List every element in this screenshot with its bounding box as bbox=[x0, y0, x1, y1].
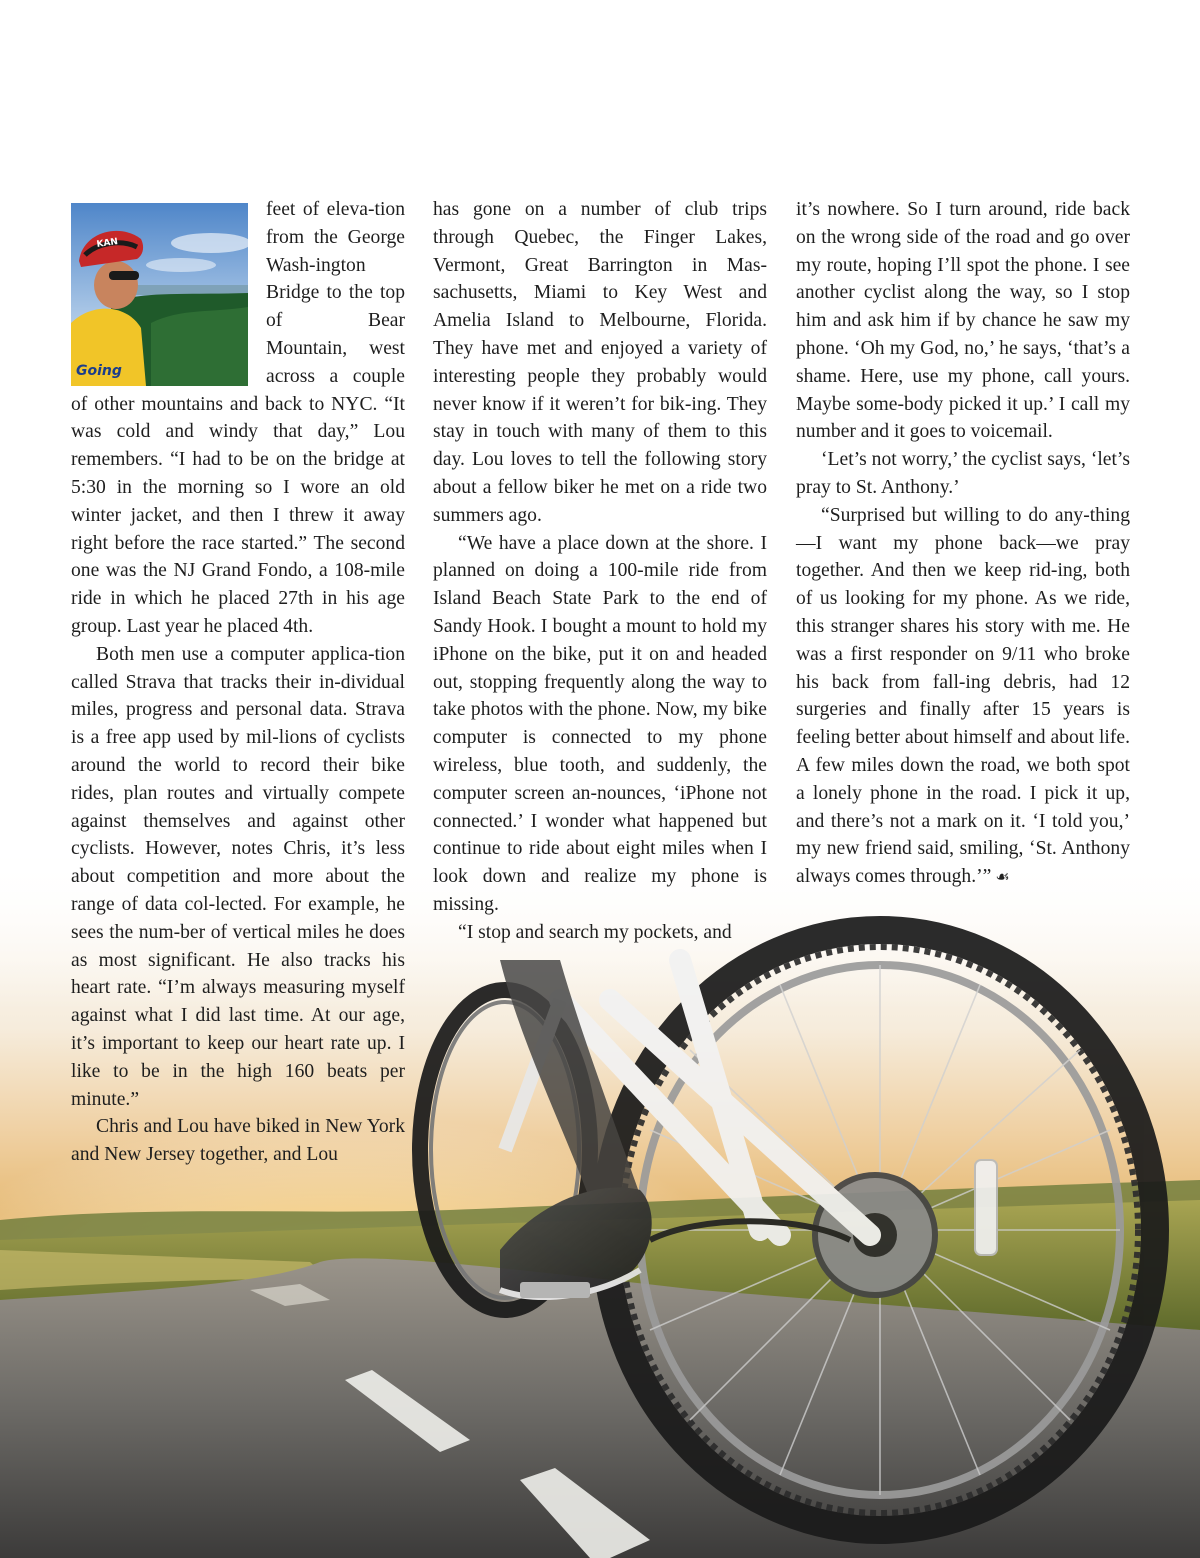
col3-paragraph-3 bbox=[796, 502, 1130, 891]
cyclist-portrait-photo bbox=[71, 203, 248, 386]
article-column-3 bbox=[796, 196, 1130, 891]
article-column-2 bbox=[433, 196, 767, 947]
col3-paragraph-3-text: “Surprised but willing to do any-thing—I want my phone back—we pray together. And then we keep rid-ing, both of us looking for my phone. As we ride, this stranger shares his story with me. He was a first responder on 9/11 who broke his back from fall-ing debris, had 12 surgeries and finally after 15 years is feeling better about himself and about life. A few miles down the road, we both spot a lonely phone in the road. I pick it up, and there’s not a mark on it. ‘I told you,’ my new friend said, smiling, ‘St. Anthony always comes through.’” bbox=[796, 504, 1130, 888]
col2-paragraph-2: “We have a place down at the shore. I planned on doing a 100-mile ride from Island Beach State Park to the end of Sandy Hook. I bought a mount to hold my iPhone on the bike, put it on and headed out, stopping frequently along the way to take photos with the phone. Now, my bike computer is connected to my phone wireless, blue tooth, and suddenly, the computer screen an-nounces, ‘iPhone not connected.’ I wonder what happened but continue to ride about eight miles when I look down and realize my phone is missing. bbox=[433, 532, 767, 915]
col2-paragraph-3: “I stop and search my pockets, and bbox=[458, 921, 732, 943]
end-of-article-icon: ☙ bbox=[995, 867, 1010, 887]
col1-paragraph-2: Both men use a computer applica-tion called Strava that tracks their in-dividual miles, progress and personal data. Strava is a free app used by mil-lions of cyclists around the world to record their bike rides, plan routes and virtually compete against themselves and against other cyclists. However, notes Chris, it’s less about competition and more about the range of data col-lected. For example, he sees the num-ber of vertical miles he does as most significant. He also tracks his heart rate. “I’m always measuring myself against what I did last time. At our age, it’s important to keep our heart rate up. I like to be in the high 160 beats per minute.” bbox=[71, 643, 405, 1110]
col3-paragraph-2: ‘Let’s not worry,’ the cyclist says, ‘let’s pray to St. Anthony.’ bbox=[796, 449, 1130, 498]
helmet-brand-text: KAN bbox=[96, 237, 119, 250]
article-column-1 bbox=[71, 196, 405, 1169]
jersey-text: Going bbox=[76, 363, 122, 379]
col1-paragraph-3: Chris and Lou have biked in New York and New Jersey together, and Lou bbox=[71, 1116, 405, 1166]
col1-paragraph-1: feet of eleva-tion from the George Wash-ington Bridge to the top of Bear Mountain, west across a couple of other mountains and back to NYC. “It was cold and windy that day,” Lou remembers. “I had to be on the bridge at 5:30 in the morning so I wore an old winter jacket, and then I threw it away right before the race started.” The second one was the NJ Grand Fondo, a 108-mile ride in which he placed 27th in his age group. Last year he placed 4th. bbox=[71, 199, 405, 637]
col3-paragraph-1: it’s nowhere. So I turn around, ride back on the wrong side of the road and go over my route, hoping I’ll spot the phone. I see another cyclist along the way, so I stop him and ask him if by chance he saw my phone. ‘Oh my God, no,’ he says, ‘that’s a shame. Here, use my phone, call yours. Maybe some-body picked it up.’ I call my number and it goes to voicemail. bbox=[796, 199, 1130, 443]
col2-paragraph-1: has gone on a number of club trips through Quebec, the Finger Lakes, Vermont, Great Barrington in Mas-sachusetts, Miami to Key West and Amelia Island to Melbourne, Florida. They have met and enjoyed a variety of interesting people they probably would never know if it weren’t for bik-ing. They stay in touch with many of them to this day. Lou loves to tell the following story about a fellow biker he met on a ride two summers ago. bbox=[433, 199, 767, 526]
